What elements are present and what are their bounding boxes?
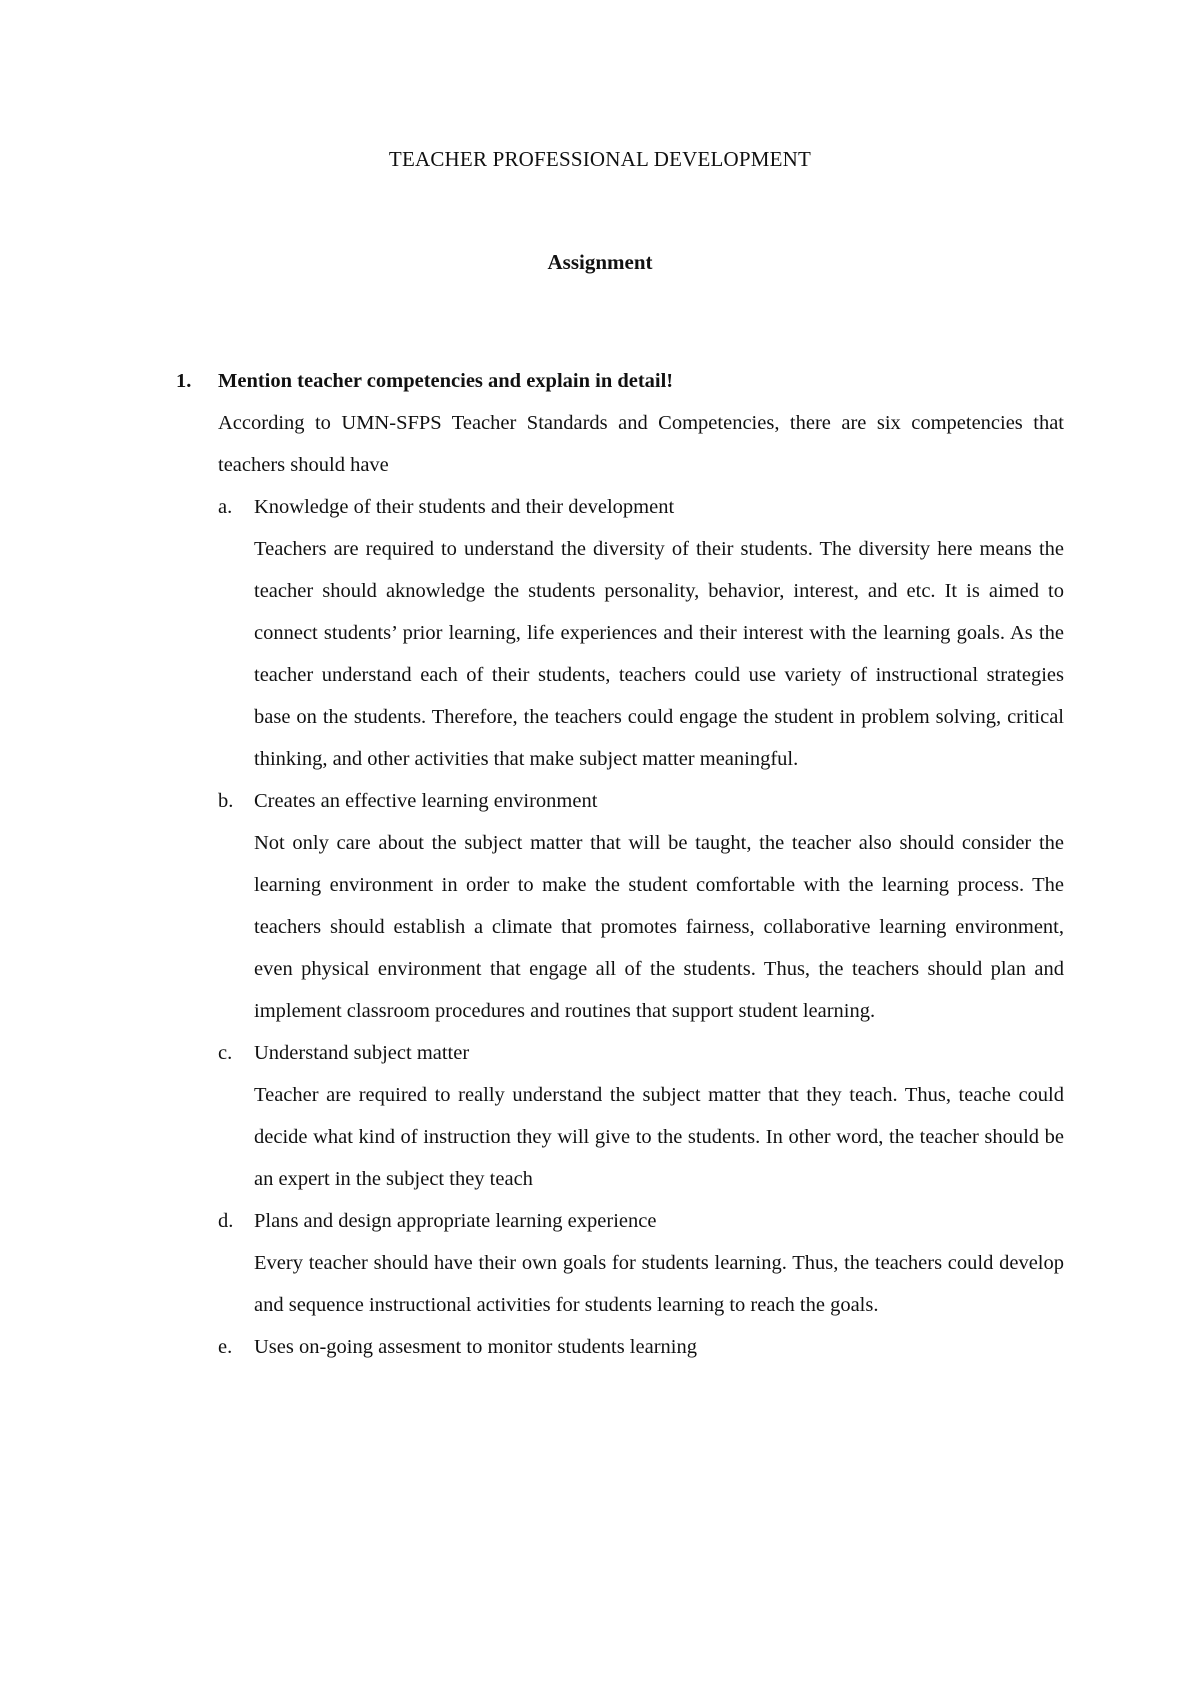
question-number: 1.	[176, 370, 192, 392]
item-letter: e.	[218, 1336, 233, 1358]
item-letter: a.	[218, 496, 233, 518]
question-answer	[176, 402, 1064, 1368]
item-body: Not only care about the subject matter that will be taught, the teacher also should consider the learning environment in order to make the student comfortable with the learning process. The teachers should establish a climate that promotes fairness, collaborative learning environment, even physical environment that engage all of the students. Thus, the teachers should plan and implement classroom procedures and routines that support student learning.	[254, 832, 1064, 1022]
question-heading	[176, 360, 1064, 402]
item-heading: Plans and design appropriate learning experience	[254, 1210, 657, 1232]
item-body: Teacher are required to really understand the subject matter that they teach. Thus, teache could decide what kind of instruction they will give to the students. In other word, the teacher should be an expert in the subject they teach	[254, 1084, 1064, 1190]
document-subtitle: Assignment	[547, 250, 653, 274]
list-item-heading	[218, 1200, 1064, 1242]
item-heading: Understand subject matter	[254, 1042, 470, 1064]
item-letter: b.	[218, 790, 234, 812]
question-intro: According to UMN-SFPS Teacher Standards and Competencies, there are six competencies that teachers should have	[218, 412, 1064, 476]
item-heading: Knowledge of their students and their development	[254, 496, 675, 518]
item-heading: Creates an effective learning environment	[254, 790, 598, 812]
item-letter: d.	[218, 1210, 234, 1232]
document-title: TEACHER PROFESSIONAL DEVELOPMENT	[388, 147, 812, 171]
document-body	[176, 360, 1064, 1368]
list-item-heading	[218, 1032, 1064, 1074]
list-item-heading	[218, 780, 1064, 822]
item-body: Teachers are required to understand the diversity of their students. The diversity here means the teacher should aknowledge the students personality, behavior, interest, and etc. It is aimed to connect students’ prior learning, life experiences and their interest with the learning goals. As the teacher understand each of their students, teachers could use variety of instructional strategies base on the students. Therefore, the teachers could engage the student in problem solving, critical thinking, and other activities that make subject matter meaningful.	[254, 538, 1064, 770]
list-item-heading	[218, 486, 1064, 528]
list-item-heading	[218, 1326, 1064, 1368]
question-text: Mention teacher competencies and explain in detail!	[218, 370, 674, 392]
item-body: Every teacher should have their own goals for students learning. Thus, the teachers could develop and sequence instructional activities for students learning to reach the goals.	[254, 1252, 1064, 1316]
item-letter: c.	[218, 1042, 233, 1064]
item-heading: Uses on-going assesment to monitor students learning	[254, 1336, 697, 1358]
